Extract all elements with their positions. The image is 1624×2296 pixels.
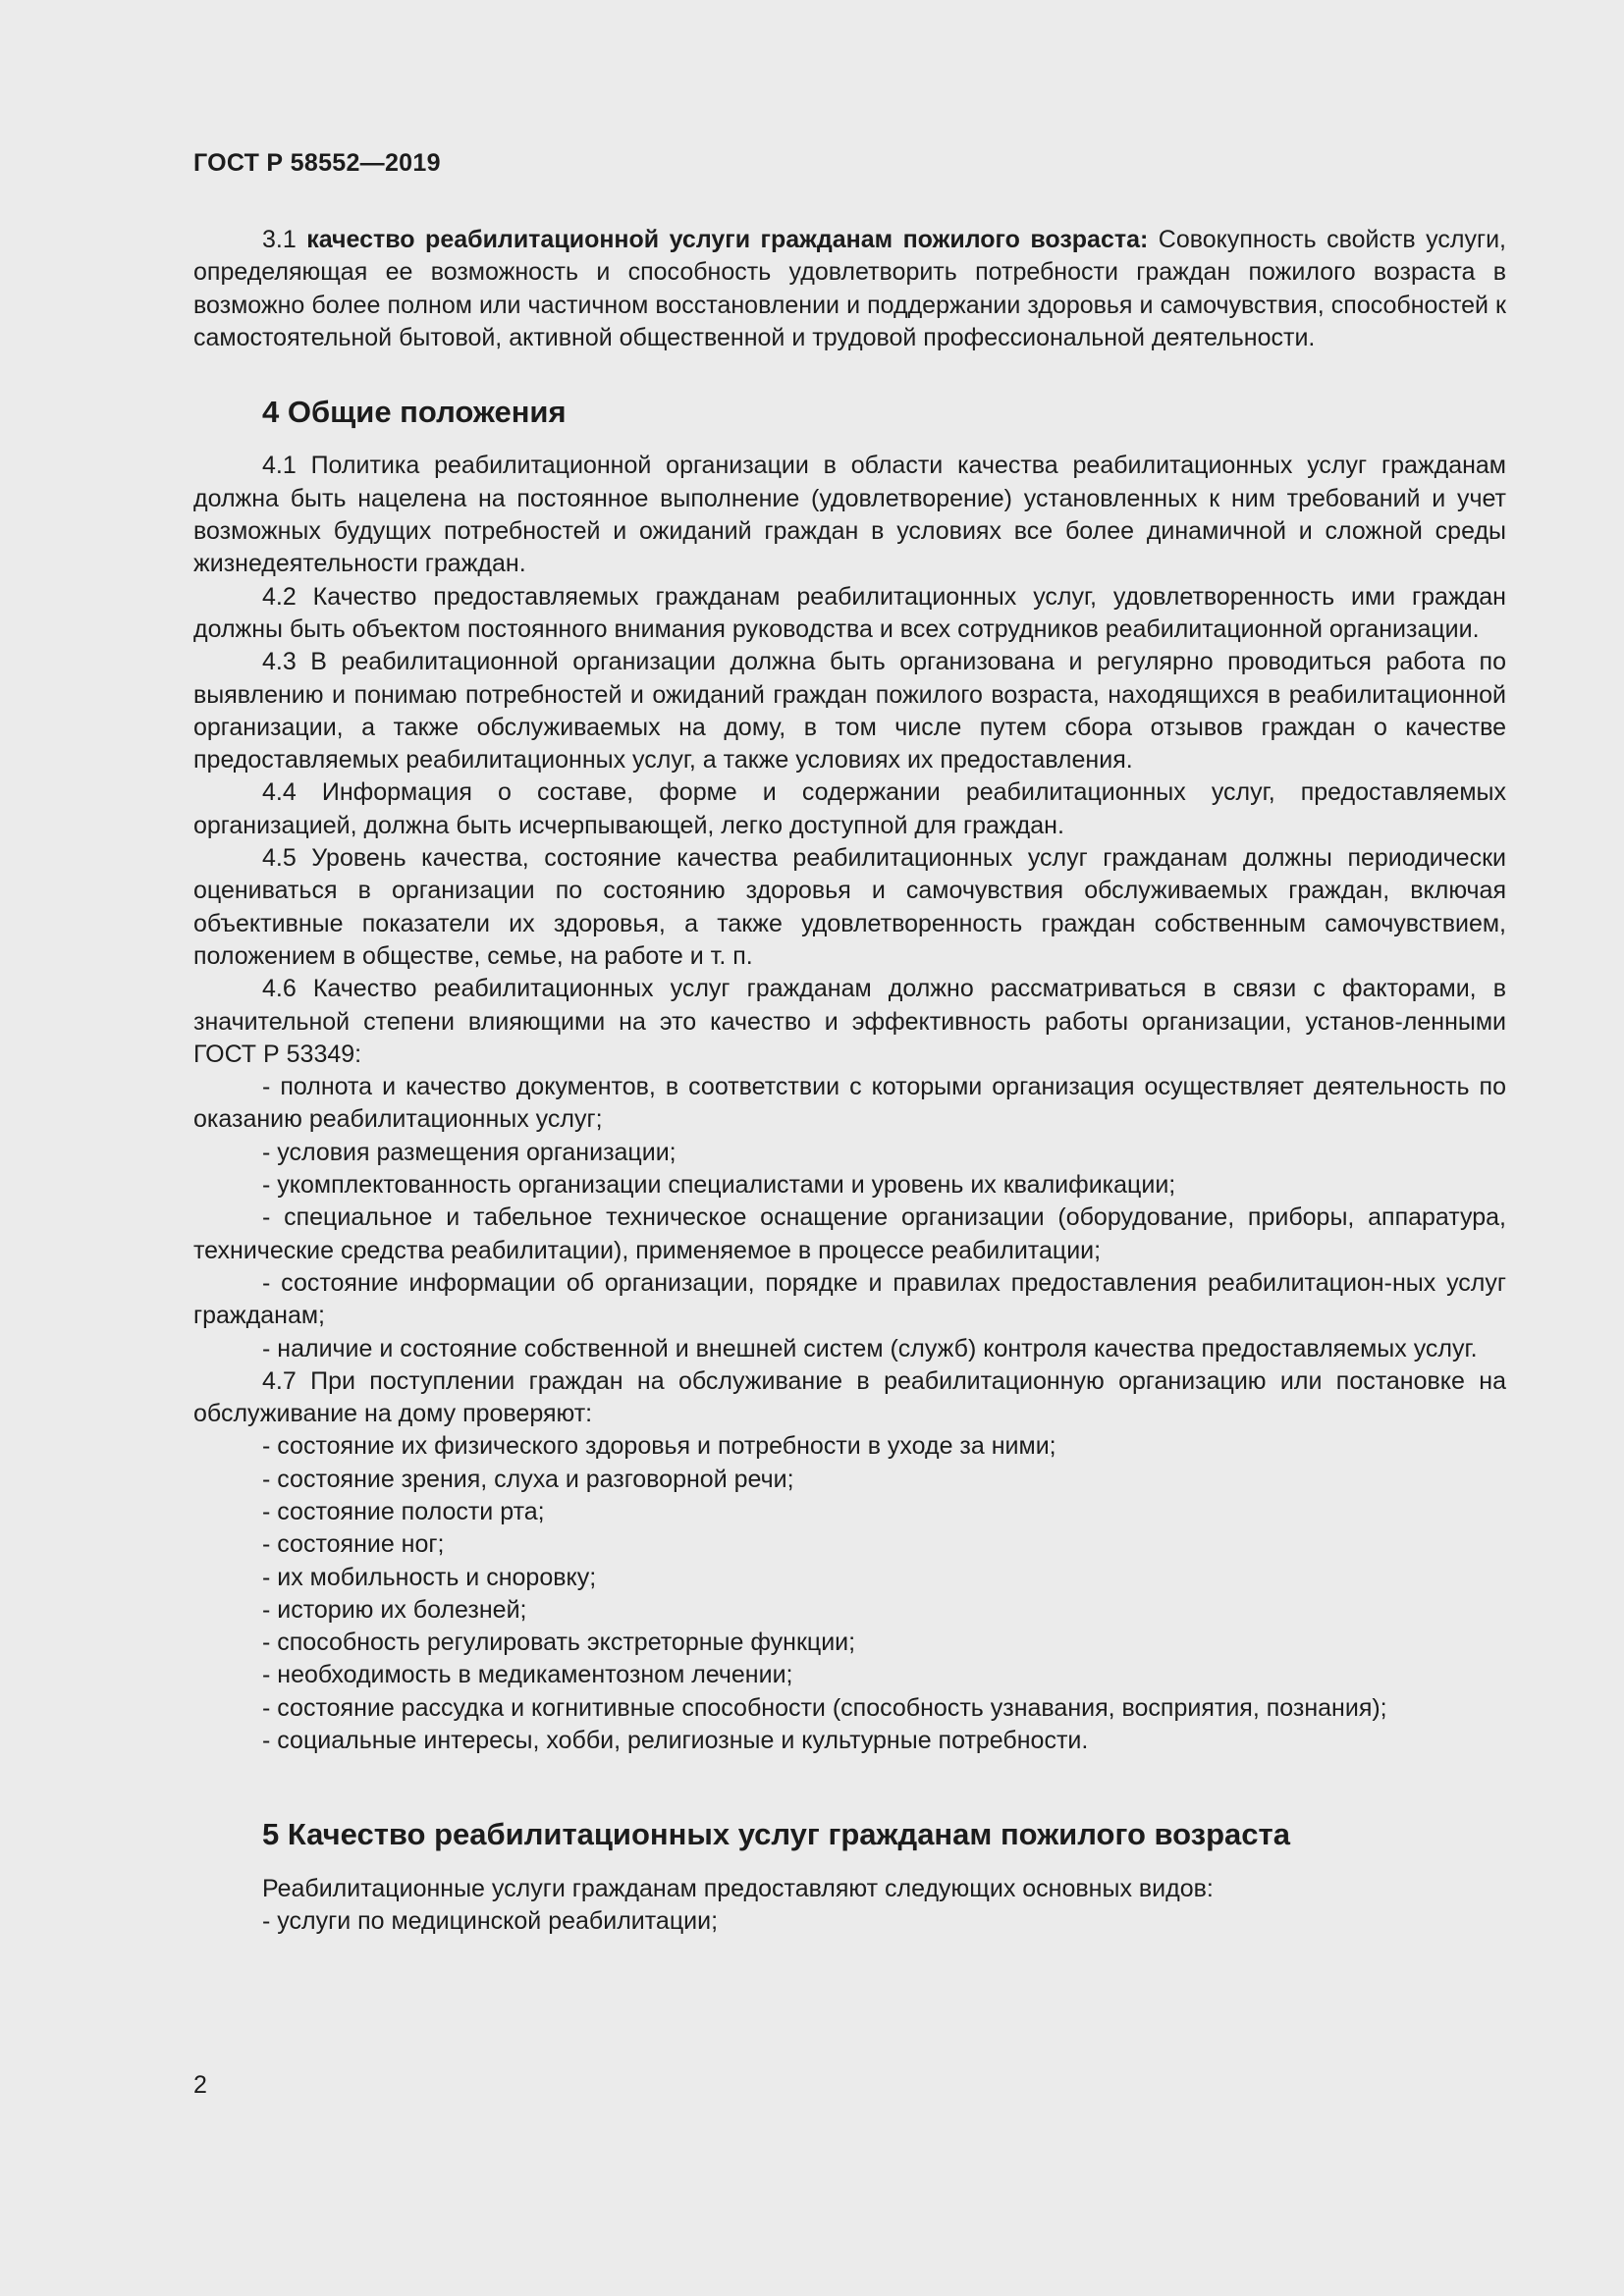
list-item: - условия размещения организации; — [262, 1138, 677, 1166]
list-item: - состояние рассудка и когнитивные способности (способность узнавания, восприятия, познания); — [262, 1693, 1387, 1722]
list-item: - наличие и состояние собственной и внешней систем (служб) контроля качества предоставляемых услуг. — [262, 1334, 1478, 1362]
list-item: - полнота и качество документов, в соответствии с которыми организация осуществляет деятельность по оказанию реабилитационных услуг; — [193, 1073, 1506, 1134]
list-item: - специальное и табельное техническое оснащение организации (оборудование, приборы, аппаратура, технические средства реабилитации), применяемое в процессе реабилитации; — [193, 1203, 1506, 1264]
paragraph-4-2: 4.2 Качество предоставляемых гражданам реабилитационных услуг, удовлетворенность ими граждан должны быть объектом постоянного внимания руководства и всех сотрудников реабилитационной организации. — [193, 582, 1506, 643]
document-header: ГОСТ Р 58552—2019 — [193, 149, 441, 177]
term: качество реабилитационной услуги гражданам пожилого возраста: — [306, 226, 1149, 253]
list-item: - историю их болезней; — [262, 1595, 527, 1624]
list-item: - социальные интересы, хобби, религиозные и культурные потребности. — [262, 1727, 1089, 1755]
paragraph-4-5: 4.5 Уровень качества, состояние качества реабилитационных услуг гражданам должны периодически оцениваться в организации по состоянию здоровья и самочувствия обслуживаемых граждан, включая объективные показатели их здоровья, а также удовлетворенность граждан собственным самочувствием, положением в обществе, семье, на работе и т. п. — [193, 844, 1506, 970]
section-5-intro: Реабилитационные услуги гражданам предоставляют следующих основных видов: — [262, 1874, 1214, 1902]
list-item: - укомплектованность организации специалистами и уровень их квалификации; — [262, 1171, 1176, 1200]
list-item: - состояние полости рта; — [262, 1497, 545, 1525]
list-item: - их мобильность и сноровку; — [262, 1563, 597, 1591]
list-item: - состояние ног; — [262, 1530, 445, 1559]
definition: Совокупность свойств услуги, определяющая ее возможность и способность удовлетворить потребности граждан пожилого возраста в возможно более полном или частичном восстановлении и поддержании здоровья и самочувствия, способностей к самостоятельной бытовой, активной общественной и трудовой профессиональной деятельности. — [193, 226, 1506, 351]
list-item: - состояние зрения, слуха и разговорной речи; — [262, 1465, 794, 1493]
clause-number: 3.1 — [262, 226, 297, 253]
list-item: - состояние информации об организации, порядке и правилах предоставления реабилитацион-ных услуг гражданам; — [193, 1268, 1506, 1330]
list-item: - состояние их физического здоровья и потребности в уходе за ними; — [262, 1432, 1056, 1461]
list-item: - услуги по медицинской реабилитации; — [262, 1906, 719, 1935]
paragraph-4-7: 4.7 При поступлении граждан на обслуживание в реабилитационную организацию или постановке на обслуживание на дому проверяют: — [193, 1366, 1506, 1428]
section-5-heading: 5 Качество реабилитационных услуг гражданам пожилого возраста — [262, 1817, 1290, 1852]
page-number: 2 — [193, 2071, 207, 2099]
paragraph-4-6: 4.6 Качество реабилитационных услуг гражданам должно рассматриваться в связи с факторами, в значительной степени влияющими на это качество и эффективность работы организации, установ-ленными ГОСТ Р 53349: — [193, 975, 1506, 1068]
list-item: - необходимость в медикаментозном лечении; — [262, 1661, 793, 1689]
list-item: - способность регулировать экстреторные функции; — [262, 1629, 856, 1657]
paragraph-4-3: 4.3 В реабилитационной организации должна быть организована и регулярно проводиться работа по выявлению и понимаю потребностей и ожиданий граждан пожилого возраста, находящихся в реабилитационной организации, а также обслуживаемых на дому, в том числе путем сбора отзывов граждан о качестве предоставляемых реабилитационных услуг, а также условиях их предоставления. — [193, 648, 1506, 774]
document-body — [193, 224, 1506, 1938]
paragraph-3-1 — [193, 224, 1506, 354]
paragraph-4-1: 4.1 Политика реабилитационной организации в области качества реабилитационных услуг гражданам должна быть нацелена на постоянное выполнение (удовлетворение) установленных к ним требований и учет возможных будущих потребностей и ожиданий граждан в условиях все более динамичной и сложной среды жизнедеятельности граждан. — [193, 452, 1506, 578]
paragraph-4-4: 4.4 Информация о составе, форме и содержании реабилитационных услуг, предоставляемых организацией, должна быть исчерпывающей, легко доступной для граждан. — [193, 778, 1506, 839]
section-4-heading: 4 Общие положения — [262, 395, 567, 430]
